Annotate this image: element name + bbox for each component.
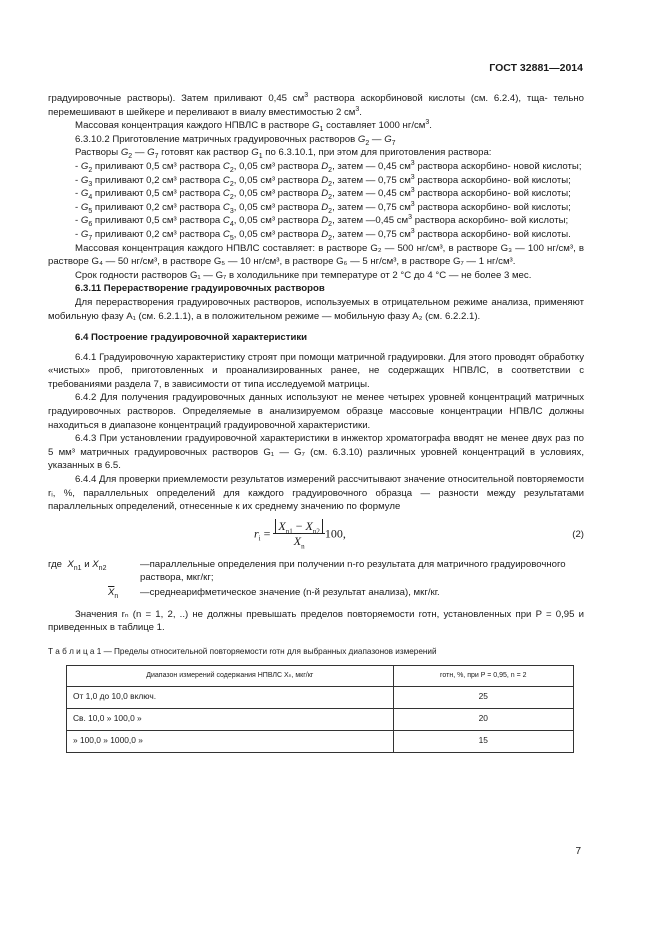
page-body [48,92,584,753]
table-row [67,708,574,730]
paragraph-6-4-2: 6.4.2 Для получения градуировочных данных используют не менее четырех уровней концентраций матричных градуировочных растворов. Определяемые в анализируемом образце массовые концентрации НПВЛС должны находиться в диапазоне концентраций градуировочной характеристики. [48,392,584,431]
solution-item: - $G_3$ приливают 0,2 см³ раствора $C_2$, 0,05 см³ раствора $D_2$, затем — 0,75 $см^3$ раствора аскорбино- вой кислоты; [75,173,571,188]
section-6-3-10-2: 6.3.10.2 Приготовление матричных градуировочных растворов $G_2$ — $G_7$ [75,133,396,147]
section-6-4-title: 6.4 Построение градуировочной характеристики [75,332,308,344]
formula-2 [48,518,584,556]
paragraph-redissolve: Для перерастворения градуировочных растворов, используемых в отрицательном режиме анализа, применяют мобильную фазу A₁ (см. 6.2.1.1), а в положительном режиме — мобильную фазу A₂ (см. 6.2.2.1). [48,296,584,322]
paragraph-6-4-4: 6.4.4 Для проверки приемлемости результатов измерений рассчитывают значение относительной повторяемости rᵢ, %, параллельных определений для каждого градуировочного образца — разности между результатами параллельных определений, отнесенные к их среднему значению по формуле [48,474,584,513]
table-cell-value: 25 [393,686,573,708]
table-cell-value: 15 [393,730,573,752]
paragraph-concentrations: Массовая концентрация каждого НПВЛС составляет: в растворе G₂ — 500 нг/см³, в растворе G₃ — 100 нг/см³, в растворе G₄ — 50 нг/см³, в растворе G₅ — 10 нг/см³, в растворе G₆ — 5 нг/см³, в растворе G₇ — 1 нг/см³. [48,242,584,268]
table-row [67,730,574,752]
solution-item: - $G_4$ приливают 0,5 см³ раствора $C_2$, 0,05 см³ раствора $D_2$, затем — 0,45 $см^3$ раствора аскорбино- вой кислоты; [75,186,571,202]
formula-number: (2) [572,528,584,540]
solution-item: - $G_2$ приливают 0,5 см³ раствора $C_2$, 0,05 см³ раствора $D_2$, затем — 0,45 $см^3$ раствора аскорбино- новой кислоты; [75,159,582,174]
paragraph-solutions-prep: Растворы $G_2$ — $G_7$ готовят как раствор $G_1$ по 6.3.10.1, при этом для приготовления раствора: [75,147,492,161]
paragraph-6-4-1: 6.4.1 Градуировочную характеристику строят при помощи матричной градуировки. Для этого проводят обработку «чистых» проб, приготовленных и проанализированных ранее, не содержащих НПВЛС, в соответствии с требованиями раздела 7, в зависимости от типа исследуемой матрицы. [48,351,584,390]
paragraph-values: Значения rₙ (n = 1, 2, ..) не должны превышать пределов повторяемости rотн, установленных при P = 0,95 и приведенных в таблице 1. [48,608,584,634]
formula-legend-2: $\overline{X}_n$ —среднеарифметическое значение (n-й результат анализа), мкг/кг. [108,586,440,600]
solution-item: - $G_7$ приливают 0,2 см³ раствора $C_5$, 0,05 см³ раствора $D_2$, затем — 0,75 $см^3$ раствора аскорбино- вой кислоты. [75,227,571,242]
paragraph-storage: Срок годности растворов G₁ — G₇ в холодильнике при температуре от 2 °С до 4 °С — не более 3 мес. [75,269,532,281]
table-header-row [67,665,574,686]
formula-expression: $r_i$ = $\frac{X_{n1} - X_{n2}}{\overline{X}_n}$ 100, [254,518,346,551]
table-header-range: Диапазон измерений содержания НПВЛС Xₙ, мкг/кг [67,665,394,686]
repeatability-table [66,665,574,753]
formula-legend-1: где $X_{n1}$ и $X_{n2}$ —параллельные определения при получении n-го результата для матричного градуировочного раствора, мкг/кг; [48,558,566,584]
solution-item: - $G_6$ приливают 0,5 см³ раствора $C_4$, 0,05 см³ раствора $D_2$, затем —0,45 $см^3$ раствора аскорбино- вой кислоты; [75,214,569,229]
table-cell-range: » 100,0 » 1000,0 » [67,730,394,752]
paragraph-g1-concentration: Массовая концентрация каждого НПВЛС в растворе $G_1$ составляет 1000 $нг/см^3$. [75,119,432,134]
table-cell-range: От 1,0 до 10,0 включ. [67,686,394,708]
paragraph-intro: градуировочные растворы). Затем приливают 0,45 $см^3$ раствора аскорбиновой кислоты (см. 6.2.4), тща- тельно перемешивают в шейкере и переливают в виалу вместимостью 2 $см^3$. [48,91,585,118]
document-header: ГОСТ 32881—2014 [489,62,583,74]
section-6-3-11-title: 6.3.11 Перерастворение градуировочных растворов [75,283,325,295]
solution-item: - $G_5$ приливают 0,2 см³ раствора $C_3$, 0,05 см³ раствора $D_2$, затем — 0,75 $см^3$ раствора аскорбино- вой кислоты; [75,200,571,215]
table-caption: Т а б л и ц а 1 — Пределы относительной повторяемости rотн для выбранных диапазонов измерений [48,647,437,656]
table-header-value: rотн, %, при P = 0,95, n = 2 [393,665,573,686]
solution-list [48,160,584,242]
page-number: 7 [575,846,581,857]
table-cell-range: Св. 10,0 » 100,0 » [67,708,394,730]
paragraph-6-4-3: 6.4.3 При установлении градуировочной характеристики в инжектор хроматографа вводят не менее двух раз по 5 мм³ матричных градуировочных растворов G₁ — G₇ (см. 6.3.10) различных уровней концентраций в условиях, указанных в 6.5. [48,433,584,472]
table-row [67,686,574,708]
table-cell-value: 20 [393,708,573,730]
